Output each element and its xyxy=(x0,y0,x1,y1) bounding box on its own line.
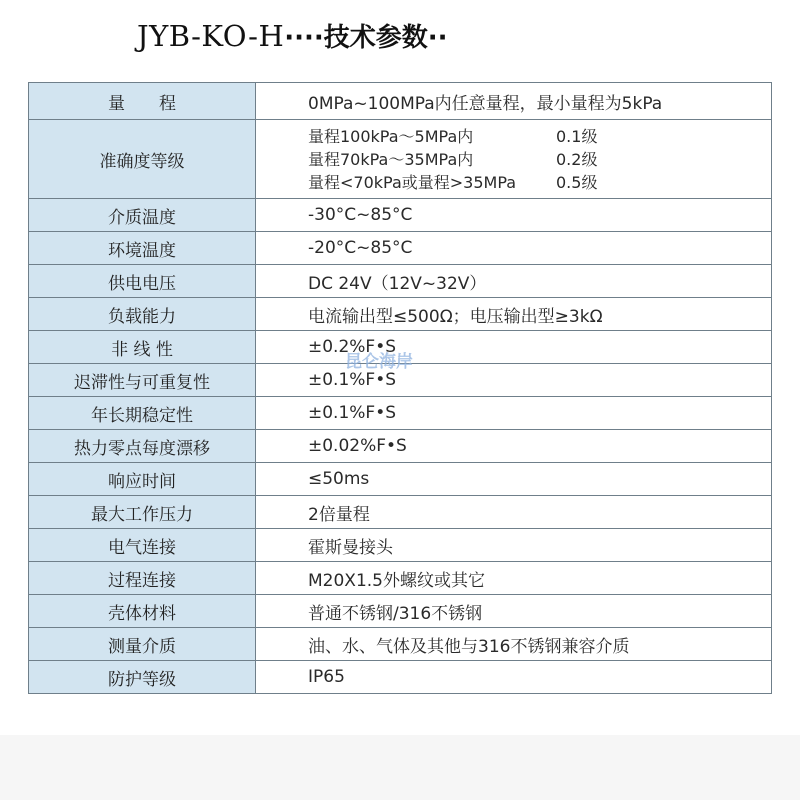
page-title xyxy=(137,14,448,58)
param-label: 年长期稳定性 xyxy=(29,397,256,430)
accuracy-class: 0.5级 xyxy=(556,172,598,192)
param-label: 介质温度 xyxy=(29,199,256,232)
param-value: 2倍量程 xyxy=(256,496,772,529)
table-row xyxy=(29,595,772,628)
param-label: 最大工作压力 xyxy=(29,496,256,529)
model-name: JYB-KO-H xyxy=(137,19,285,53)
table-row xyxy=(29,496,772,529)
table-row xyxy=(29,628,772,661)
table-row xyxy=(29,331,772,364)
table-row xyxy=(29,83,772,120)
table-row xyxy=(29,232,772,265)
table-row xyxy=(29,463,772,496)
param-label: 热力零点每度漂移 xyxy=(29,430,256,463)
param-label: 供电电压 xyxy=(29,265,256,298)
param-value: IP65 xyxy=(256,661,772,694)
table-row xyxy=(29,529,772,562)
param-label: 电气连接 xyxy=(29,529,256,562)
param-value: ±0.2%F•S xyxy=(256,331,772,364)
param-label: 响应时间 xyxy=(29,463,256,496)
param-label: 壳体材料 xyxy=(29,595,256,628)
accuracy-line xyxy=(308,125,771,148)
watermark: 昆仑海岸 xyxy=(345,352,413,372)
table-row xyxy=(29,298,772,331)
table-row xyxy=(29,661,772,694)
table-row xyxy=(29,199,772,232)
accuracy-class: 0.1级 xyxy=(556,126,598,146)
param-value: ≤50ms xyxy=(256,463,772,496)
table-row xyxy=(29,120,772,199)
param-value: DC 24V（12V~32V） xyxy=(256,265,772,298)
param-label: 非 线 性 xyxy=(29,331,256,364)
param-label: 量 程 xyxy=(29,83,256,120)
param-value: ±0.1%F•S xyxy=(256,364,772,397)
accuracy-values xyxy=(256,120,772,199)
param-value: 霍斯曼接头 xyxy=(256,529,772,562)
spec-table xyxy=(28,82,772,694)
param-label: 过程连接 xyxy=(29,562,256,595)
title-dots-prefix: ·· xyxy=(284,23,304,53)
param-value: M20X1.5外螺纹或其它 xyxy=(256,562,772,595)
param-label: 环境温度 xyxy=(29,232,256,265)
param-label: 测量介质 xyxy=(29,628,256,661)
accuracy-line xyxy=(308,171,771,194)
param-value: 普通不锈钢/316不锈钢 xyxy=(256,595,772,628)
table-row xyxy=(29,430,772,463)
table-row xyxy=(29,265,772,298)
accuracy-range: 量程100kPa～5MPa内 xyxy=(308,126,474,146)
table-row xyxy=(29,397,772,430)
param-value: ±0.02%F•S xyxy=(256,430,772,463)
param-value: 0MPa~100MPa内任意量程，最小量程为5kPa xyxy=(256,83,772,120)
table-row xyxy=(29,562,772,595)
param-value: ±0.1%F•S xyxy=(256,397,772,430)
param-label: 负载能力 xyxy=(29,298,256,331)
param-label: 准确度等级 xyxy=(29,120,256,199)
param-value: 油、水、气体及其他与316不锈钢兼容介质 xyxy=(256,628,772,661)
bottom-band xyxy=(0,735,800,800)
param-value: -20°C~85°C xyxy=(256,232,772,265)
param-value: -30°C~85°C xyxy=(256,199,772,232)
accuracy-range: 量程70kPa～35MPa内 xyxy=(308,149,474,169)
param-label: 防护等级 xyxy=(29,661,256,694)
param-value: 电流输出型≤500Ω；电压输出型≥3kΩ xyxy=(256,298,772,331)
table-row xyxy=(29,364,772,397)
accuracy-class: 0.2级 xyxy=(556,149,598,169)
spec-heading: ··技术参数·· xyxy=(304,23,448,53)
accuracy-line xyxy=(308,148,771,171)
param-label: 迟滞性与可重复性 xyxy=(29,364,256,397)
accuracy-range: 量程<70kPa或量程>35MPa xyxy=(308,172,517,192)
